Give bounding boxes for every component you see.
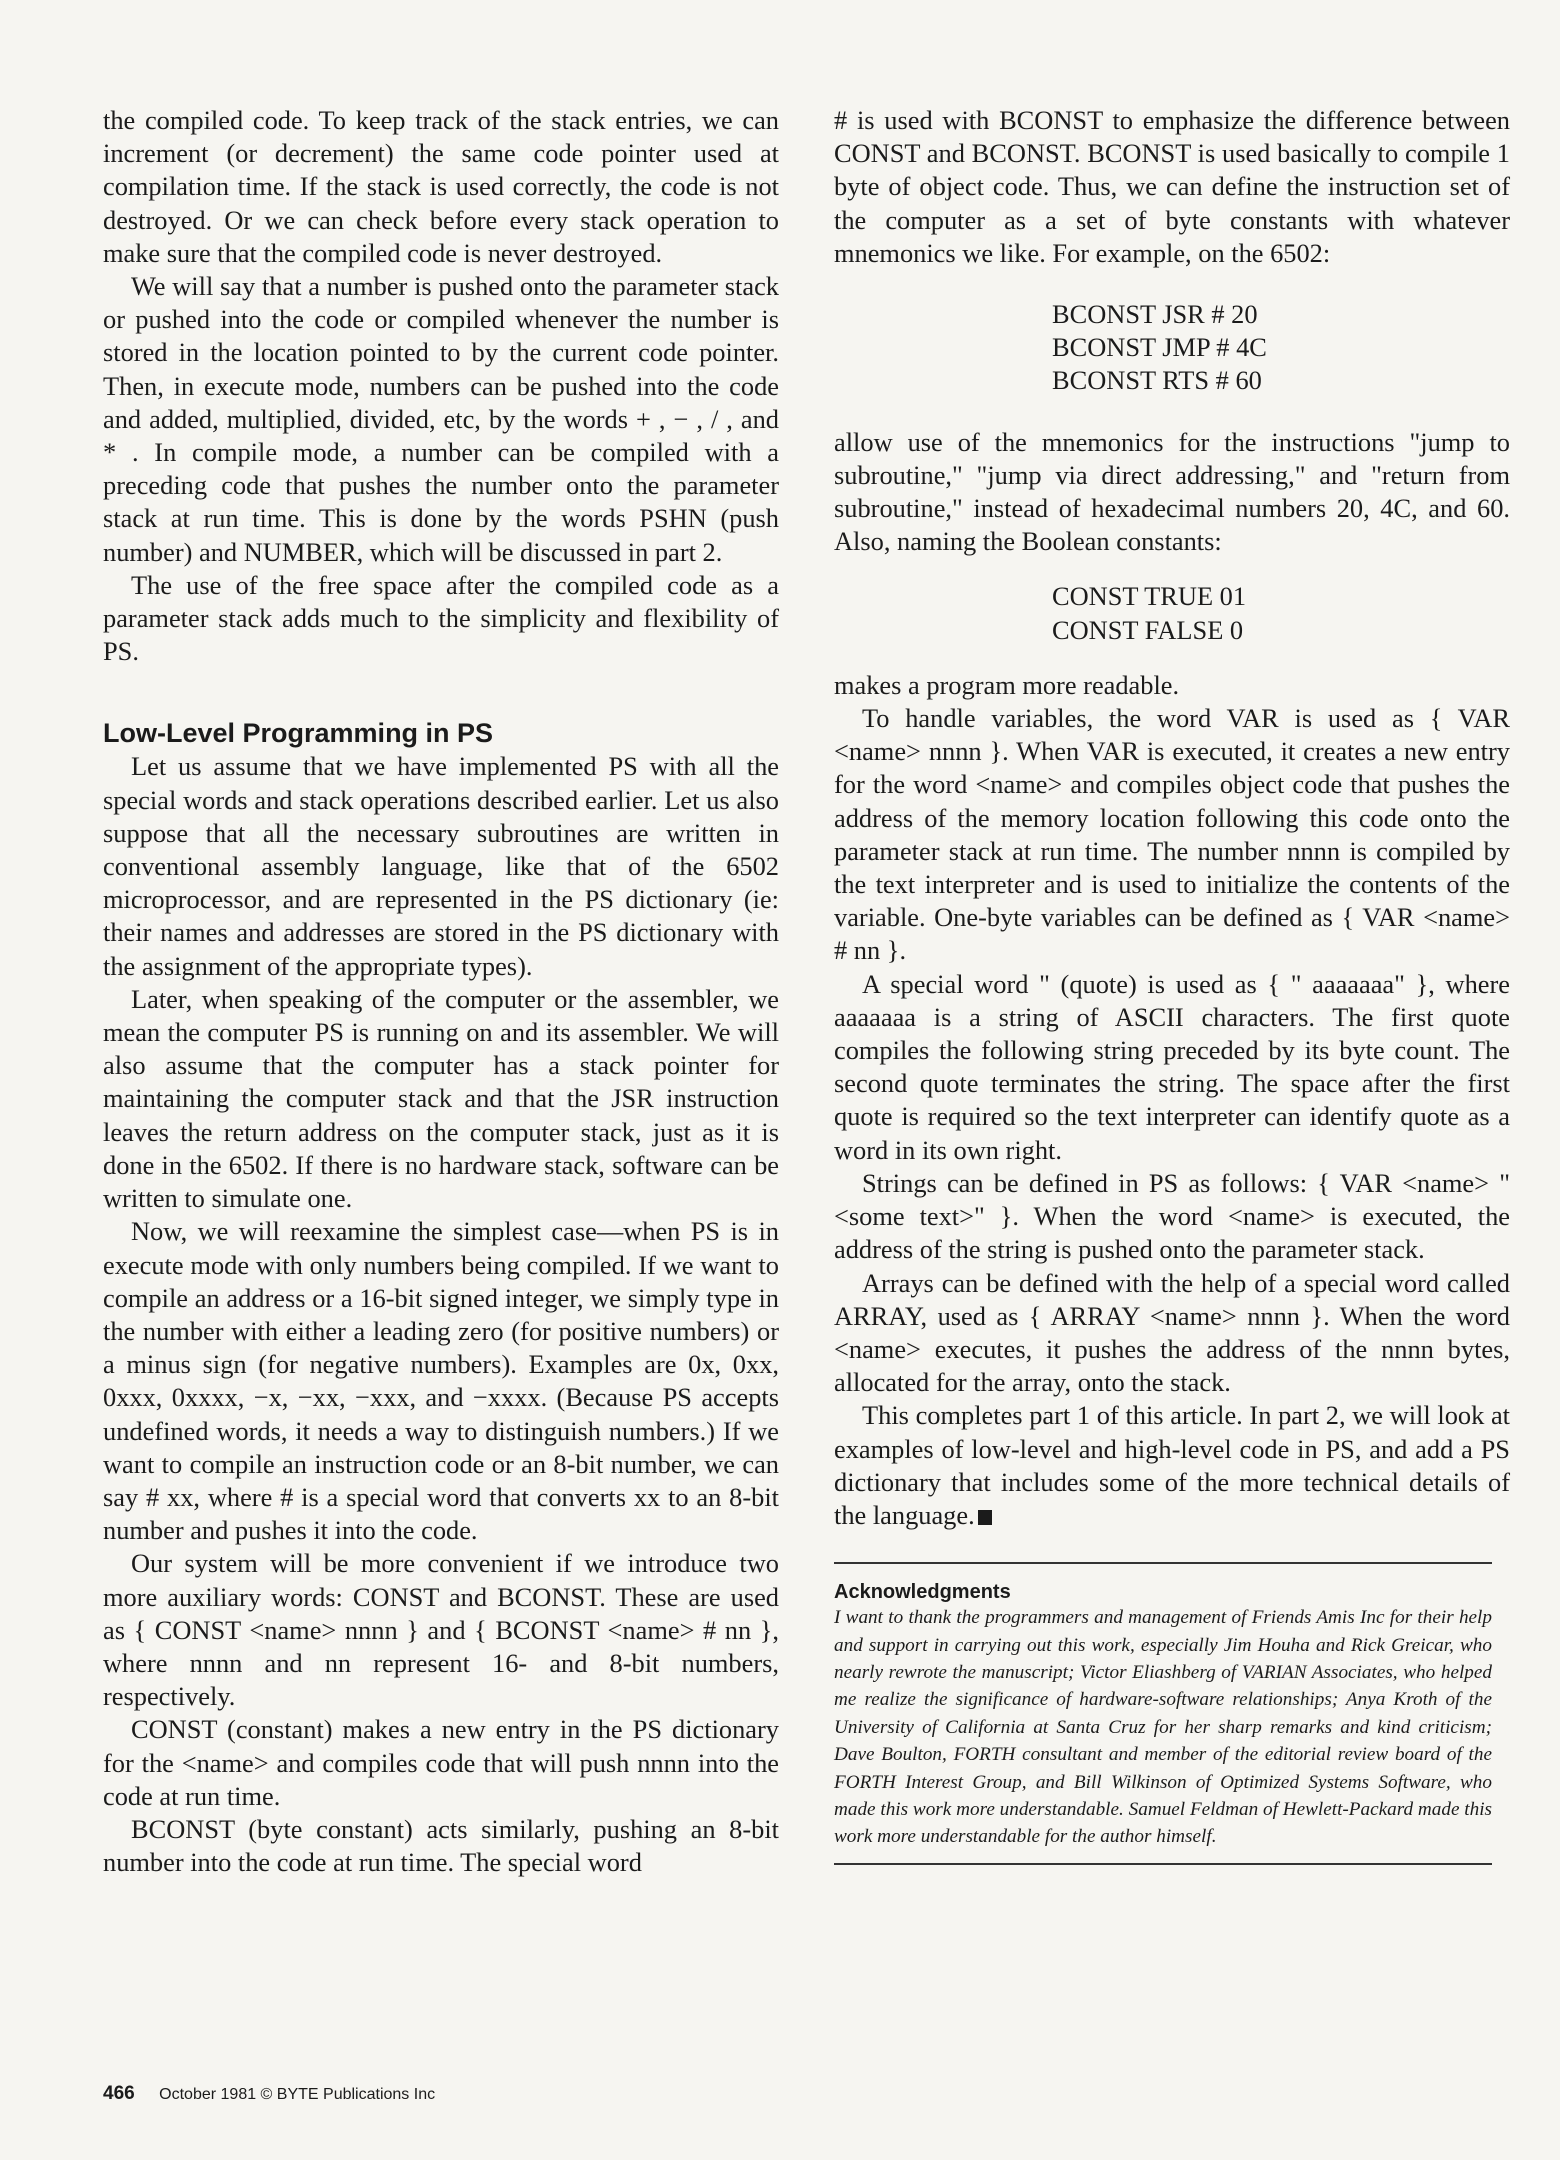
paragraph: Now, we will reexamine the simplest case—when PS is in execute mode with only numbers being compiled. If we want to compile an address or a 16-bit signed integer, we simply type in the number with either a leading zero (for positive numbers) or a minus sign (for negative numbers). Examples are 0x, 0xx, 0xxx, 0xxxx, −x, −xx, −xxx, and −xxxx. (Because PS accepts undefined words, it needs a way to distinguish numbers.) If we want to compile an instruction code or an 8-bit number, we can say # xx, where # is a special word that converts xx to an 8-bit number and pushes it into the code.: [103, 1216, 779, 1546]
left-column: [103, 104, 779, 1879]
paragraph: allow use of the mnemonics for the instructions "jump to subroutine," "jump via direct addressing," and "return from subroutine," instead of hexadecimal numbers 20, 4C, and 60. Also, naming the Boolean constants:: [834, 426, 1510, 557]
paragraph-text: This completes part 1 of this article. In part 2, we will look at examples of low-level and high-level code in PS, and add a PS dictionary that includes some of the more technical details of the language.: [834, 1400, 1510, 1530]
paragraph: Our system will be more convenient if we introduce two more auxiliary words: CONST and BCONST. These are used as { CONST <name> nnnn } and { BCONST <name> # nn }, where nnnn and nn represent 16- and 8-bit numbers, respectively.: [103, 1548, 779, 1712]
code-line: BCONST JSR # 20: [1052, 299, 1258, 330]
code-line: CONST FALSE 0: [1052, 614, 1244, 645]
paragraph: Let us assume that we have implemented PS with all the special words and stack operations described earlier. Let us also suppose that all the necessary subroutines are written in conventional assembly language, like that of the 6502 microprocessor, and are represented in the PS dictionary (ie: their names and addresses are stored in the PS dictionary with the assignment of the appropriate types).: [103, 751, 779, 981]
paragraph: Later, when speaking of the computer or the assembler, we mean the computer PS is running on and its assembler. We will also assume that the computer has a stack pointer for maintaining the computer stack and that the JSR instruction leaves the return address on the computer stack, just as it is done in the 6502. If there is no hardware stack, software can be written to simulate one.: [103, 983, 779, 1214]
paragraph: BCONST (byte constant) acts similarly, pushing an 8-bit number into the code at run time. The special word: [103, 1813, 779, 1878]
paragraph: A special word " (quote) is used as { " aaaaaaa" }, where aaaaaaa is a string of ASCII characters. The first quote compiles the following string preceded by its byte count. The second quote terminates the string. The space after the first quote is required so the text interpreter can identify quote as a word in its own right.: [834, 968, 1510, 1165]
acknowledgments-text: I want to thank the programmers and management of Friends Amis Inc for their help and support in carrying out this work, especially Jim Houha and Rick Greicar, who nearly rewrote the manuscript; Victor Eliashberg of VARIAN Associates, who helped me realize the significance of hardware-software relationships; Anya Kroth of the University of California at Santa Cruz for her sharp remarks and kind criticism; Dave Boulton, FORTH consultant and member of the editorial review board of the FORTH Interest Group, and Bill Wilkinson of Optimized Systems Software, who made this work more understandable. Samuel Feldman of Hewlett-Packard made this work more understandable for the author himself.: [834, 1607, 1492, 1848]
page-footer: [103, 2083, 435, 2105]
paragraph: CONST (constant) makes a new entry in the PS dictionary for the <name> and compiles code that will push nnnn into the code at run time.: [103, 1714, 779, 1811]
code-line: BCONST RTS # 60: [1052, 365, 1262, 396]
divider-top: [834, 1562, 1492, 1564]
right-column: [834, 104, 1510, 1865]
paragraph: Arrays can be defined with the help of a special word called ARRAY, used as { ARRAY <name> nnnn }. When the word <name> executes, it pushes the address of the nnnn bytes, allocated for the array, onto the stack.: [834, 1267, 1510, 1398]
paragraph: # is used with BCONST to emphasize the difference between CONST and BCONST. BCONST is used basically to compile 1 byte of object code. Thus, we can define the instruction set of the computer as a set of byte constants with whatever mnemonics we like. For example, on the 6502:: [834, 105, 1510, 268]
code-block-const: [834, 580, 1510, 646]
paragraph: the compiled code. To keep track of the stack entries, we can increment (or decrement) the same code pointer used at compilation time. If the stack is used correctly, the code is not destroyed. Or we can check before every stack operation to make sure that the compiled code is never destroyed.: [103, 105, 779, 268]
paragraph-final: [834, 1399, 1510, 1532]
paragraph: makes a program more readable.: [834, 669, 1180, 700]
page-number: 466: [103, 2083, 135, 2104]
code-block-bconst: [834, 298, 1510, 398]
acknowledgments-heading: Acknowledgments: [834, 1581, 1011, 1604]
paragraph: The use of the free space after the compiled code as a parameter stack adds much to the simplicity and flexibility of PS.: [103, 569, 779, 667]
end-of-article-square-icon: [978, 1510, 992, 1525]
paragraph: To handle variables, the word VAR is used as { VAR <name> nnnn }. When VAR is executed, it creates a new entry for the word <name> and compiles object code that pushes the address of the memory location following this code onto the parameter stack at run time. The number nnnn is compiled by the text interpreter and is used to initialize the contents of the variable. One-byte variables can be defined as { VAR <name> # nn }.: [834, 703, 1510, 966]
section-heading: Low-Level Programming in PS: [103, 718, 494, 749]
code-line: CONST TRUE 01: [1052, 581, 1247, 612]
paragraph: We will say that a number is pushed onto the parameter stack or pushed into the code or compiled whenever the number is stored in the location pointed to by the current code pointer. Then, in execute mode, numbers can be pushed into the code and added, multiplied, divided, etc, by the words + , − , / , and * . In compile mode, a number can be compiled with a preceding code that pushes the number onto the parameter stack at run time. This is done by the words PSHN (push number) and NUMBER, which will be discussed in part 2.: [103, 271, 779, 567]
publication-credit: October 1981 © BYTE Publications Inc: [159, 2086, 436, 2103]
code-line: BCONST JMP # 4C: [1052, 332, 1267, 363]
paragraph: Strings can be defined in PS as follows: { VAR <name> " <some text>" }. When the word <name> is executed, the address of the string is pushed onto the parameter stack.: [834, 1167, 1510, 1265]
divider-bottom: [834, 1863, 1492, 1865]
